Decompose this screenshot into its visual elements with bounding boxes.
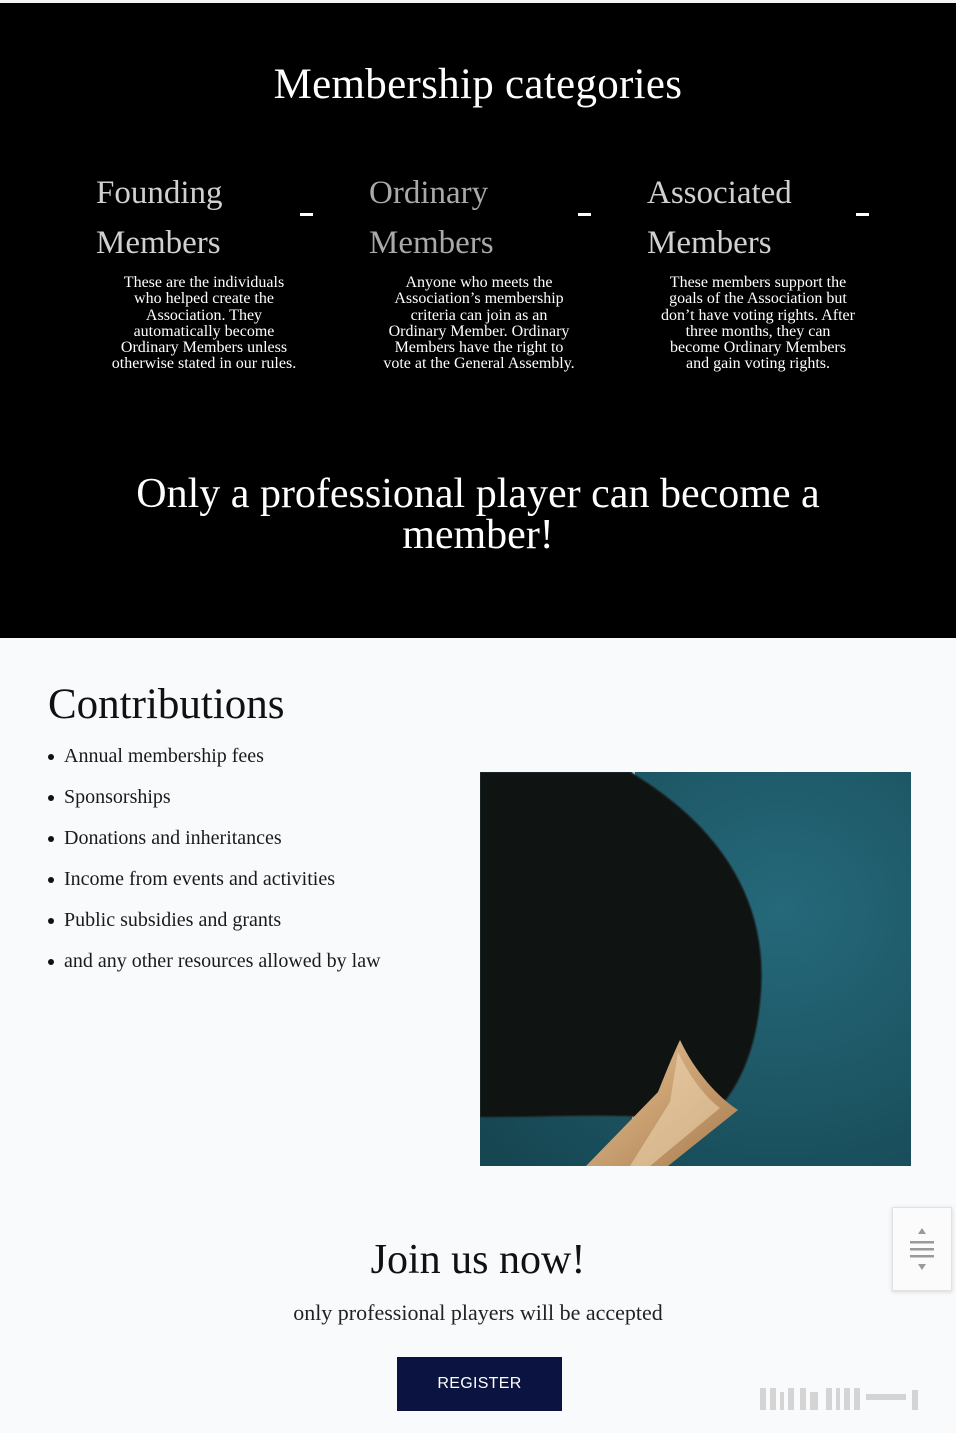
scroll-arrows-icon	[893, 1208, 951, 1290]
description-line: goals of the Association but	[669, 290, 847, 308]
description-line: Association. They	[145, 306, 263, 324]
join-subtext: only professional players will be accepted	[293, 1300, 663, 1325]
category-description	[640, 275, 876, 373]
category-title-line1: Ordinary	[369, 175, 489, 211]
list-item: Income from events and activities	[48, 861, 381, 902]
membership-heading: Membership categories	[273, 61, 683, 108]
toggle-dash-icon[interactable]	[578, 213, 591, 216]
toggle-dash-icon[interactable]	[300, 213, 313, 216]
description-line: who helped create the	[134, 290, 274, 308]
description-line: Members have the right to	[394, 339, 564, 357]
category-title-line2: Members	[369, 225, 494, 261]
description-line: Anyone who meets the	[405, 274, 553, 291]
contributions-heading: Contributions	[48, 681, 285, 728]
description-line: and gain voting rights.	[686, 355, 830, 373]
category-title-line2: Members	[647, 225, 772, 261]
scroll-control-icon[interactable]	[892, 1207, 952, 1291]
contributions-list	[48, 738, 381, 984]
category-description	[362, 275, 596, 373]
category-associated	[647, 168, 792, 268]
toggle-dash-icon[interactable]	[856, 213, 869, 216]
description-line: automatically become	[133, 322, 275, 340]
description-line: Ordinary Members unless	[120, 339, 288, 357]
description-line: Ordinary Member. Ordinary	[388, 322, 570, 340]
ping-pong-paddle-photo	[480, 772, 911, 1166]
list-item: Sponsorships	[48, 779, 381, 820]
description-line: become Ordinary Members	[670, 339, 846, 357]
category-ordinary	[369, 168, 494, 268]
list-item: Donations and inheritances	[48, 820, 381, 861]
category-description	[88, 275, 320, 373]
description-line: criteria can join as an	[410, 306, 548, 324]
category-title-line1: Founding	[96, 175, 223, 211]
list-item: Annual membership fees	[48, 738, 381, 779]
description-line: vote at the General Assembly.	[383, 355, 575, 373]
contributions-section	[0, 638, 956, 1433]
description-line: These members support the	[669, 274, 847, 291]
description-line: Association’s membership	[394, 290, 564, 308]
description-line: These are the individuals	[123, 274, 285, 291]
list-item: Public subsidies and grants	[48, 902, 381, 943]
paddle-illustration	[480, 772, 911, 1166]
list-item: and any other resources allowed by law	[48, 943, 381, 984]
register-button[interactable]: REGISTER	[397, 1357, 562, 1411]
membership-section	[0, 3, 956, 638]
description-line: don’t have voting rights. After	[661, 306, 855, 324]
category-founding	[96, 168, 223, 268]
description-line: three months, they can	[685, 322, 831, 340]
watermark-logo	[740, 1382, 940, 1414]
category-title-line1: Associated	[647, 175, 792, 211]
category-title-line2: Members	[96, 225, 221, 261]
membership-tagline: Only a professional player can become a member!	[136, 471, 820, 558]
join-heading: Join us now!	[370, 1237, 586, 1283]
description-line: otherwise stated in our rules.	[111, 355, 297, 373]
